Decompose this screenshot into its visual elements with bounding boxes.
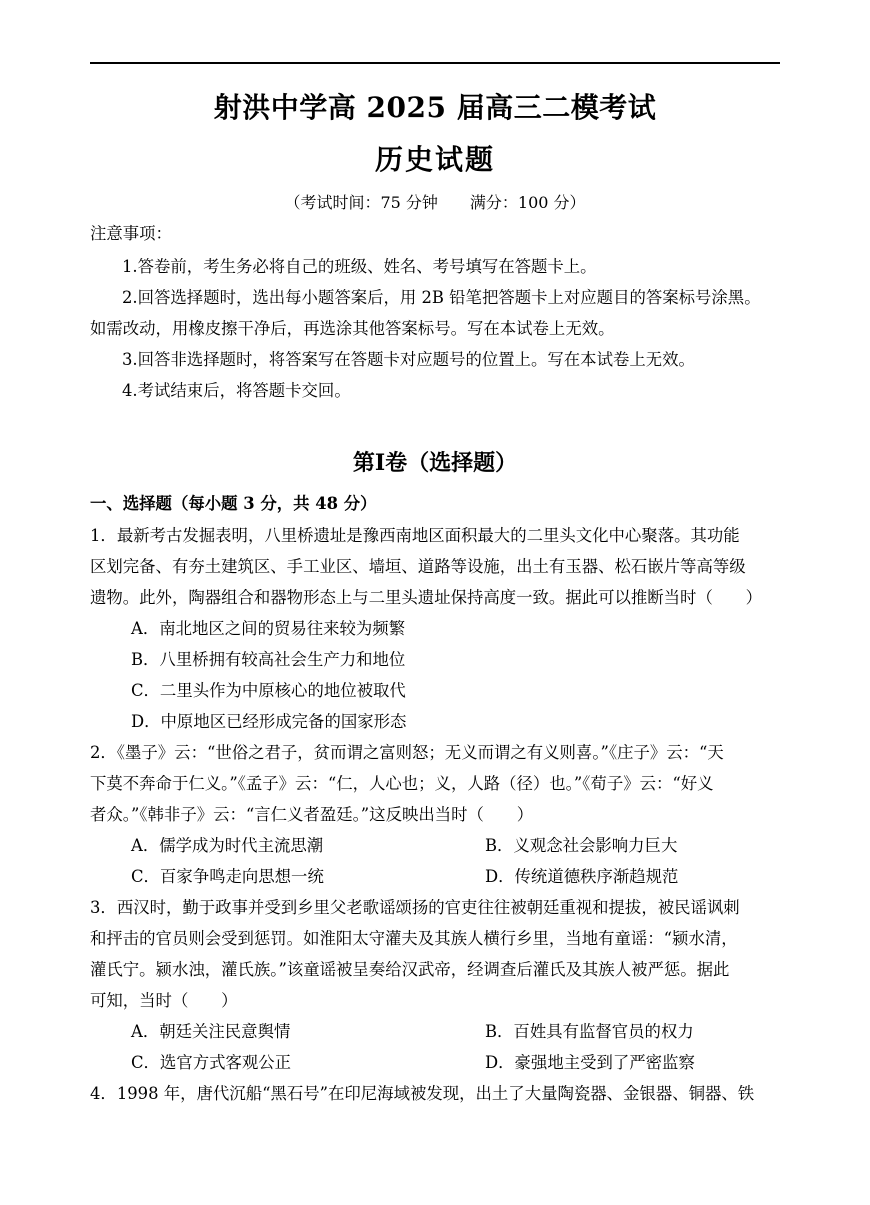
question-3-line: 可知，当时（ ） (90, 991, 238, 1010)
question-3-line: 灌氏宁。颍水浊，灌氏族。”该童谣被呈奏给汉武帝，经调查后灌氏及其族人被严惩。据此 (90, 960, 730, 979)
question-2-option-a: A．儒学成为时代主流思潮 (131, 836, 324, 855)
note-item: 1.答卷前，考生务必将自己的班级、姓名、考号填写在答题卡上。 (122, 257, 597, 276)
question-3-line: 3．西汉时，勤于政事并受到乡里父老歌谣颂扬的官吏往往被朝廷重视和提拔，被民谣讽刺 (90, 898, 740, 917)
question-1-option-c: C．二里头作为中原核心的地位被取代 (131, 681, 406, 700)
question-1-line: 区划完备、有夯土建筑区、手工业区、墙垣、道路等设施，出土有玉器、松石嵌片等高等级 (90, 557, 746, 576)
exam-meta: （考试时间：75 分钟 满分：100 分） (284, 193, 586, 212)
question-2-option-b: B．义观念社会影响力巨大 (485, 836, 678, 855)
question-2-line: 者众。”《韩非子》云：“言仁义者盈廷。”这反映出当时（ ） (90, 805, 534, 824)
note-item: 3.回答非选择题时，将答案写在答题卡对应题号的位置上。写在本试卷上无效。 (122, 350, 695, 369)
note-item: 2.回答选择题时，选出每小题答案后，用 2B 铅笔把答题卡上对应题目的答案标号涂黑。 (122, 288, 761, 307)
question-1-option-d: D．中原地区已经形成完备的国家形态 (131, 712, 407, 731)
question-1-option-a: A．南北地区之间的贸易往来较为频繁 (131, 619, 406, 638)
question-1-line: 1．最新考古发掘表明，八里桥遗址是豫西南地区面积最大的二里头文化中心聚落。其功能 (90, 526, 740, 545)
question-2-option-c: C．百家争鸣走向思想一统 (131, 867, 324, 886)
question-4-line: 4．1998 年，唐代沉船“黑石号”在印尼海域被发现，出土了大量陶瓷器、金银器、铜器、铁 (90, 1084, 755, 1103)
question-2-line: 下莫不奔命于仁义。”《孟子》云：“仁，人心也；义，人路（径）也。”《荀子》云：“好义 (90, 774, 714, 793)
notes-heading: 注意事项： (90, 224, 172, 243)
note-item-continued: 如需改动，用橡皮擦干净后，再选涂其他答案标号。写在本试卷上无效。 (90, 319, 615, 338)
top-rule (90, 62, 780, 64)
question-1-line: 遗物。此外，陶器组合和器物形态上与二里头遗址保持高度一致。据此可以推断当时（ ） (90, 588, 763, 607)
question-3-line: 和抨击的官员则会受到惩罚。如淮阳太守灌夫及其族人横行乡里，当地有童谣：“颍水清， (90, 929, 738, 948)
section-title: 第Ⅰ卷（选择题） (352, 450, 518, 476)
question-2-line: 2．《墨子》云：“世俗之君子，贫而谓之富则怒；无义而谓之有义则喜。”《庄子》云：“天 (90, 743, 724, 762)
question-2-option-d: D．传统道德秩序渐趋规范 (485, 867, 679, 886)
question-1-option-b: B．八里桥拥有较高社会生产力和地位 (131, 650, 406, 669)
exam-title: 射洪中学高 2025 届高三二模考试 (213, 91, 657, 124)
question-3-option-d: D．豪强地主受到了严密监察 (485, 1053, 695, 1072)
part-heading: 一、选择题（每小题 3 分，共 48 分） (90, 494, 377, 513)
question-3-option-c: C．选官方式客观公正 (131, 1053, 292, 1072)
question-3-option-b: B．百姓具有监督官员的权力 (485, 1022, 694, 1041)
subject-title: 历史试题 (374, 143, 495, 176)
note-item: 4.考试结束后，将答题卡交回。 (122, 381, 351, 400)
question-3-option-a: A．朝廷关注民意舆情 (131, 1022, 291, 1041)
